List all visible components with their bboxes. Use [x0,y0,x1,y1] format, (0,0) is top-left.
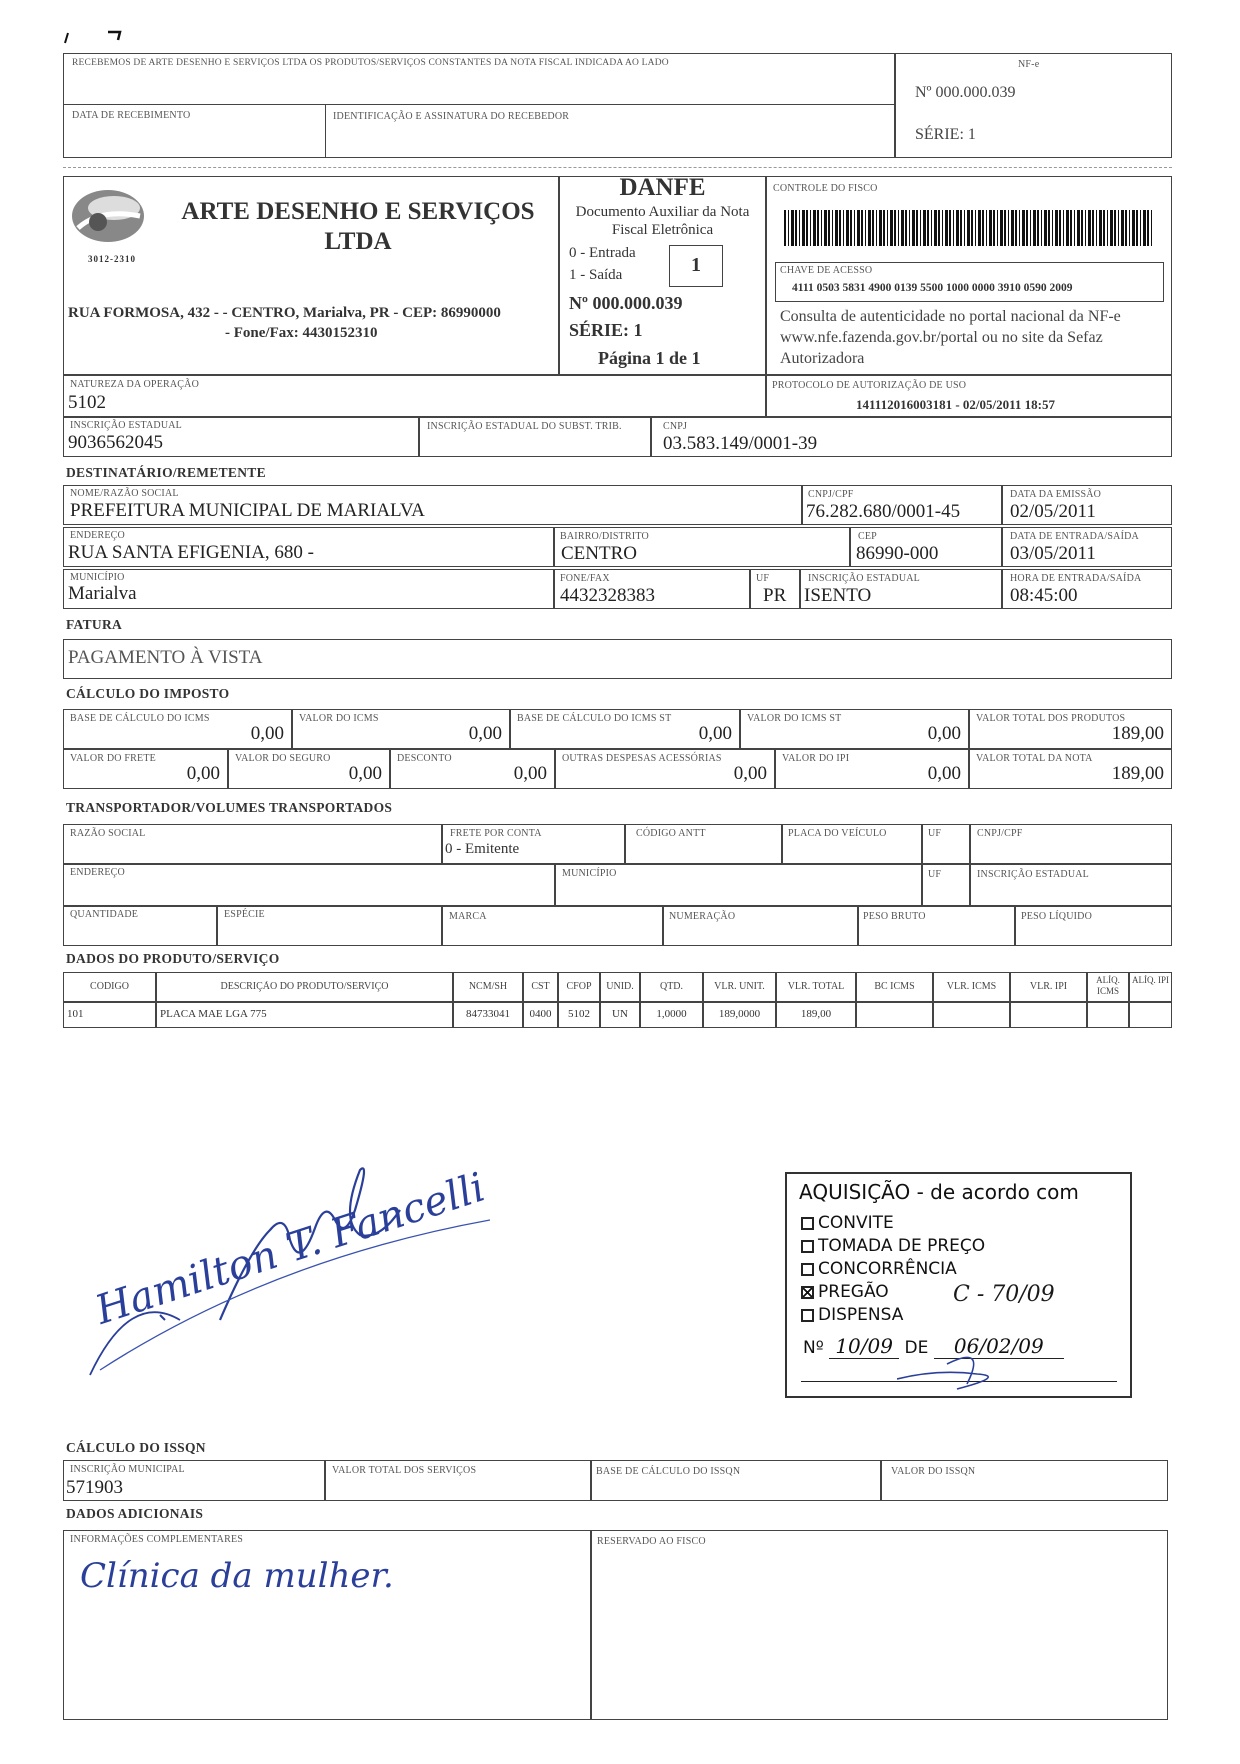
tax-label: VALOR DO ICMS [299,713,379,724]
uf-label: UF [756,573,770,584]
checkbox-icon [801,1217,814,1230]
product-header-label: VLR. IPI [1029,981,1068,992]
cnpj-label: CNPJ [663,421,688,432]
stamp-option-label: PREGÃO [818,1282,889,1302]
product-cell-value: UN [612,1008,628,1020]
invoice-text: PAGAMENTO À VISTA [68,647,263,668]
transport-endereco-label: ENDEREÇO [70,867,125,878]
checkbox-icon [801,1309,814,1322]
danfe-entrada: 0 - Entrada [569,245,636,261]
additional-info-handwritten: Clínica da mulher. [80,1556,394,1596]
transport-endereco-box [63,864,555,906]
tax-label: BASE DE CÁLCULO DO ICMS [70,713,210,724]
product-header-label: CFOP [566,981,592,992]
transport-frete-label: FRETE POR CONTA [450,828,542,839]
cep-label: CEP [858,531,877,542]
company-name-1: ARTE DESENHO E SERVIÇOS [181,198,535,225]
transport-frete-value: 0 - Emitente [445,841,520,857]
danfe-title: DANFE [619,174,706,201]
checkbox-icon [801,1286,814,1299]
stamp-date-value: 06/02/09 [934,1334,1064,1359]
danfe-page: Página 1 de 1 [598,348,701,368]
product-header-label: ALÍQ. IPI [1132,975,1169,985]
time-value: 08:45:00 [1010,585,1078,606]
access-key-value: 4111 0503 5831 4900 0139 5500 1000 0000 3910 0590 2009 [792,282,1073,294]
transport-uf-label: UF [928,828,942,839]
additional-info-label: INFORMAÇÕES COMPLEMENTARES [70,1534,244,1545]
issqn-im-value: 571903 [66,1477,123,1498]
receipt-header: RECEBEMOS DE ARTE DESENHO E SERVIÇOS LTDA OS PRODUTOS/SERVIÇOS CONSTANTES DA NOTA FISCAL INDICADA AO LADO [72,58,669,68]
tax-value: 189,00 [1111,763,1164,784]
product-header-label: BC ICMS [874,981,915,992]
tax-value: 0,00 [733,763,767,784]
transport-placa-label: PLACA DO VEÍCULO [788,828,887,839]
stamp-pregao-note: C - 70/09 [953,1282,1055,1307]
product-header-label: CST [531,981,550,992]
checkbox-icon [801,1240,814,1253]
protocol-label: PROTOCOLO DE AUTORIZAÇÃO DE USO [772,380,967,391]
phone-value: 4432328383 [560,585,655,606]
danfe-subtitle: Documento Auxiliar da Nota Fiscal Eletrônica [575,204,750,238]
product-cell [1087,1002,1129,1028]
stamp-option-label: CONCORRÊNCIA [818,1259,957,1279]
receipt-box [63,53,895,158]
tax-label: BASE DE CÁLCULO DO ICMS ST [517,713,672,724]
company-logo [70,186,148,246]
transport-especie-label: ESPÉCIE [224,909,265,920]
stamp-scribble [897,1344,1017,1399]
tax-value: 0,00 [250,723,284,744]
tax-label: VALOR DO ICMS ST [747,713,842,724]
cep-value: 86990-000 [856,543,939,564]
signature-text: Hamilton T. Fancelli [90,1164,491,1334]
fisco-control-label: CONTROLE DO FISCO [773,183,878,194]
emission-label: DATA DA EMISSÃO [1010,489,1102,500]
recipient-section: DESTINATÁRIO/REMETENTE [66,465,266,480]
reserved-box [591,1530,1168,1720]
corner-mark [60,18,140,53]
tax-value: 0,00 [927,723,961,744]
issqn-section: CÁLCULO DO ISSQN [66,1440,206,1455]
danfe-number: Nº 000.000.039 [569,293,683,313]
company-address: RUA FORMOSA, 432 - - CENTRO, Marialva, PR - CEP: 86990000 [68,305,501,321]
product-cell-value: 189,00 [800,1008,832,1020]
receipt-nfe-label: NF-e [1018,59,1040,70]
product-header-label: NCM/SH [468,981,508,992]
phone-label: FONE/FAX [560,573,610,584]
product-cell-value: 1,0000 [656,1008,687,1020]
tax-label: VALOR DO IPI [782,753,850,764]
tax-label: VALOR TOTAL DOS PRODUTOS [976,713,1126,724]
stamp-option [801,1235,985,1258]
consult-text: Consulta de autenticidade no portal nacional da NF-e www.nfe.fazenda.gov.br/portal ou no site da Sefaz Autorizadora [780,308,1121,367]
products-section: DADOS DO PRODUTO/SERVIÇO [66,951,280,966]
reserved-label: RESERVADO AO FISCO [597,1536,706,1547]
transport-cnpj-label: CNPJ/CPF [977,828,1023,839]
stamp-option [801,1258,985,1281]
tax-label: OUTRAS DESPESAS ACESSÓRIAS [562,753,722,764]
product-cell-value: 101 [67,1008,84,1020]
transport-antt-label: CÓDIGO ANTT [636,828,706,839]
transport-razao-label: RAZÃO SOCIAL [70,828,146,839]
stamp-option-label: CONVITE [818,1213,894,1233]
recipient-cnpj: 76.282.680/0001-45 [806,501,961,522]
transport-marca-label: MARCA [449,911,487,922]
city-label: MUNICÍPIO [70,572,125,583]
time-label: HORA DE ENTRADA/SAÍDA [1010,573,1142,584]
additional-section: DADOS ADICIONAIS [66,1506,204,1521]
nature-label: NATUREZA DA OPERAÇÃO [70,379,200,390]
acquisition-stamp [785,1172,1132,1398]
product-header-label: QTD. [659,981,684,992]
district-value: CENTRO [561,543,637,564]
receipt-date-label: DATA DE RECEBIMENTO [72,110,191,121]
product-header-label: UNID. [606,981,634,992]
ie-st-label: INSCRIÇÃO ESTADUAL DO SUBST. TRIB. [427,421,622,432]
tax-label: VALOR DO SEGURO [235,753,331,764]
transport-peso-bruto-label: PESO BRUTO [863,911,926,922]
transport-municipio-label: MUNICÍPIO [562,868,617,879]
product-header-label: VLR. UNIT. [714,981,765,992]
product-header-label: DESCRIÇÃO DO PRODUTO/SERVIÇO [220,981,389,992]
stamp-date-label: DE [904,1338,929,1358]
stamp-option-label: DISPENSA [818,1305,904,1325]
recipient-ie: ISENTO [804,585,872,606]
entry-date-value: 03/05/2011 [1010,543,1096,564]
address-label: ENDEREÇO [70,530,125,541]
tax-section: CÁLCULO DO IMPOSTO [66,686,230,701]
issqn-total-label: VALOR TOTAL DOS SERVIÇOS [332,1465,477,1476]
product-cell [1129,1002,1172,1028]
transport-uf2-label: UF [928,869,942,880]
receipt-number: Nº 000.000.039 [915,84,1016,101]
product-header-label: VLR. ICMS [946,981,997,992]
danfe-saida: 1 - Saída [569,267,623,283]
nature-value: 5102 [68,392,106,413]
stamp-options [801,1212,985,1327]
recipient-ie-label: INSCRIÇÃO ESTADUAL [808,573,920,584]
tax-value: 0,00 [348,763,382,784]
product-cell [856,1002,933,1028]
tax-label: VALOR DO FRETE [70,753,156,764]
barcode [784,210,1154,246]
address-value: RUA SANTA EFIGENIA, 680 - [68,542,315,563]
uf-value: PR [763,585,787,606]
tax-value: 0,00 [468,723,502,744]
invoice-section: FATURA [66,617,123,632]
product-cell-value: 189,0000 [718,1008,761,1020]
stamp-option-label: TOMADA DE PREÇO [818,1236,986,1256]
transport-ie-label: INSCRIÇÃO ESTADUAL [977,869,1089,880]
city-value: Marialva [68,583,137,604]
product-header-label: VLR. TOTAL [787,981,845,992]
district-label: BAIRRO/DISTRITO [560,531,649,542]
ie-label: INSCRIÇÃO ESTADUAL [70,420,182,431]
company-name-2: LTDA [324,228,392,255]
ie-value: 9036562045 [68,432,163,453]
product-cell [933,1002,1010,1028]
tax-label: VALOR TOTAL DA NOTA [976,753,1093,764]
checkbox-icon [801,1263,814,1276]
product-cell-value: 5102 [568,1008,590,1020]
transport-peso-liquido-label: PESO LÍQUIDO [1021,911,1093,922]
danfe-series: SÉRIE: 1 [569,320,643,340]
product-cell-value: 0400 [529,1008,552,1020]
stamp-number-value: 10/09 [829,1334,899,1359]
handwritten-signature [70,1140,490,1410]
tax-value: 189,00 [1111,723,1164,744]
tax-value: 0,00 [513,763,547,784]
recipient-cnpj-label: CNPJ/CPF [808,489,854,500]
receipt-sign-label: IDENTIFICAÇÃO E ASSINATURA DO RECEBEDOR [333,111,570,122]
product-cell-value: PLACA MAE LGA 775 [160,1008,267,1020]
danfe-type-box: 1 [669,245,723,287]
product-header-label: CÓDIGO [90,981,129,992]
protocol-value: 141112016003181 - 02/05/2011 18:57 [856,397,1055,412]
tax-label: DESCONTO [397,753,452,764]
tax-value: 0,00 [927,763,961,784]
transport-qtd-label: QUANTIDADE [70,909,139,920]
logo-phone: 3012-2310 [88,254,136,264]
stamp-title: AQUISIÇÃO - de acordo com [799,1180,1079,1204]
recipient-name-label: NOME/RAZÃO SOCIAL [70,488,179,499]
cnpj-value: 03.583.149/0001-39 [663,433,818,454]
transport-section: TRANSPORTADOR/VOLUMES TRANSPORTADOS [66,800,393,815]
issqn-base-label: BASE DE CÁLCULO DO ISSQN [596,1466,741,1477]
product-cell-value: 84733041 [466,1008,510,1020]
issqn-im-label: INSCRIÇÃO MUNICIPAL [70,1464,185,1475]
tax-value: 0,00 [186,763,220,784]
product-cell [1010,1002,1087,1028]
receipt-series: SÉRIE: 1 [915,126,976,143]
entry-date-label: DATA DE ENTRADA/SAÍDA [1010,531,1139,542]
emission-value: 02/05/2011 [1010,501,1096,522]
stamp-number-label: Nº [803,1338,824,1358]
recipient-name: PREFEITURA MUNICIPAL DE MARIALVA [70,500,425,521]
transport-numeracao-label: NUMERAÇÃO [669,911,736,922]
company-phone: - Fone/Fax: 4430152310 [225,325,378,341]
tax-value: 0,00 [698,723,732,744]
access-key-label: CHAVE DE ACESSO [780,265,873,276]
stamp-option [801,1212,985,1235]
product-header-label: ALÍQ. ICMS [1096,975,1120,996]
issqn-value-label: VALOR DO ISSQN [891,1466,976,1477]
stamp-option [801,1304,985,1327]
